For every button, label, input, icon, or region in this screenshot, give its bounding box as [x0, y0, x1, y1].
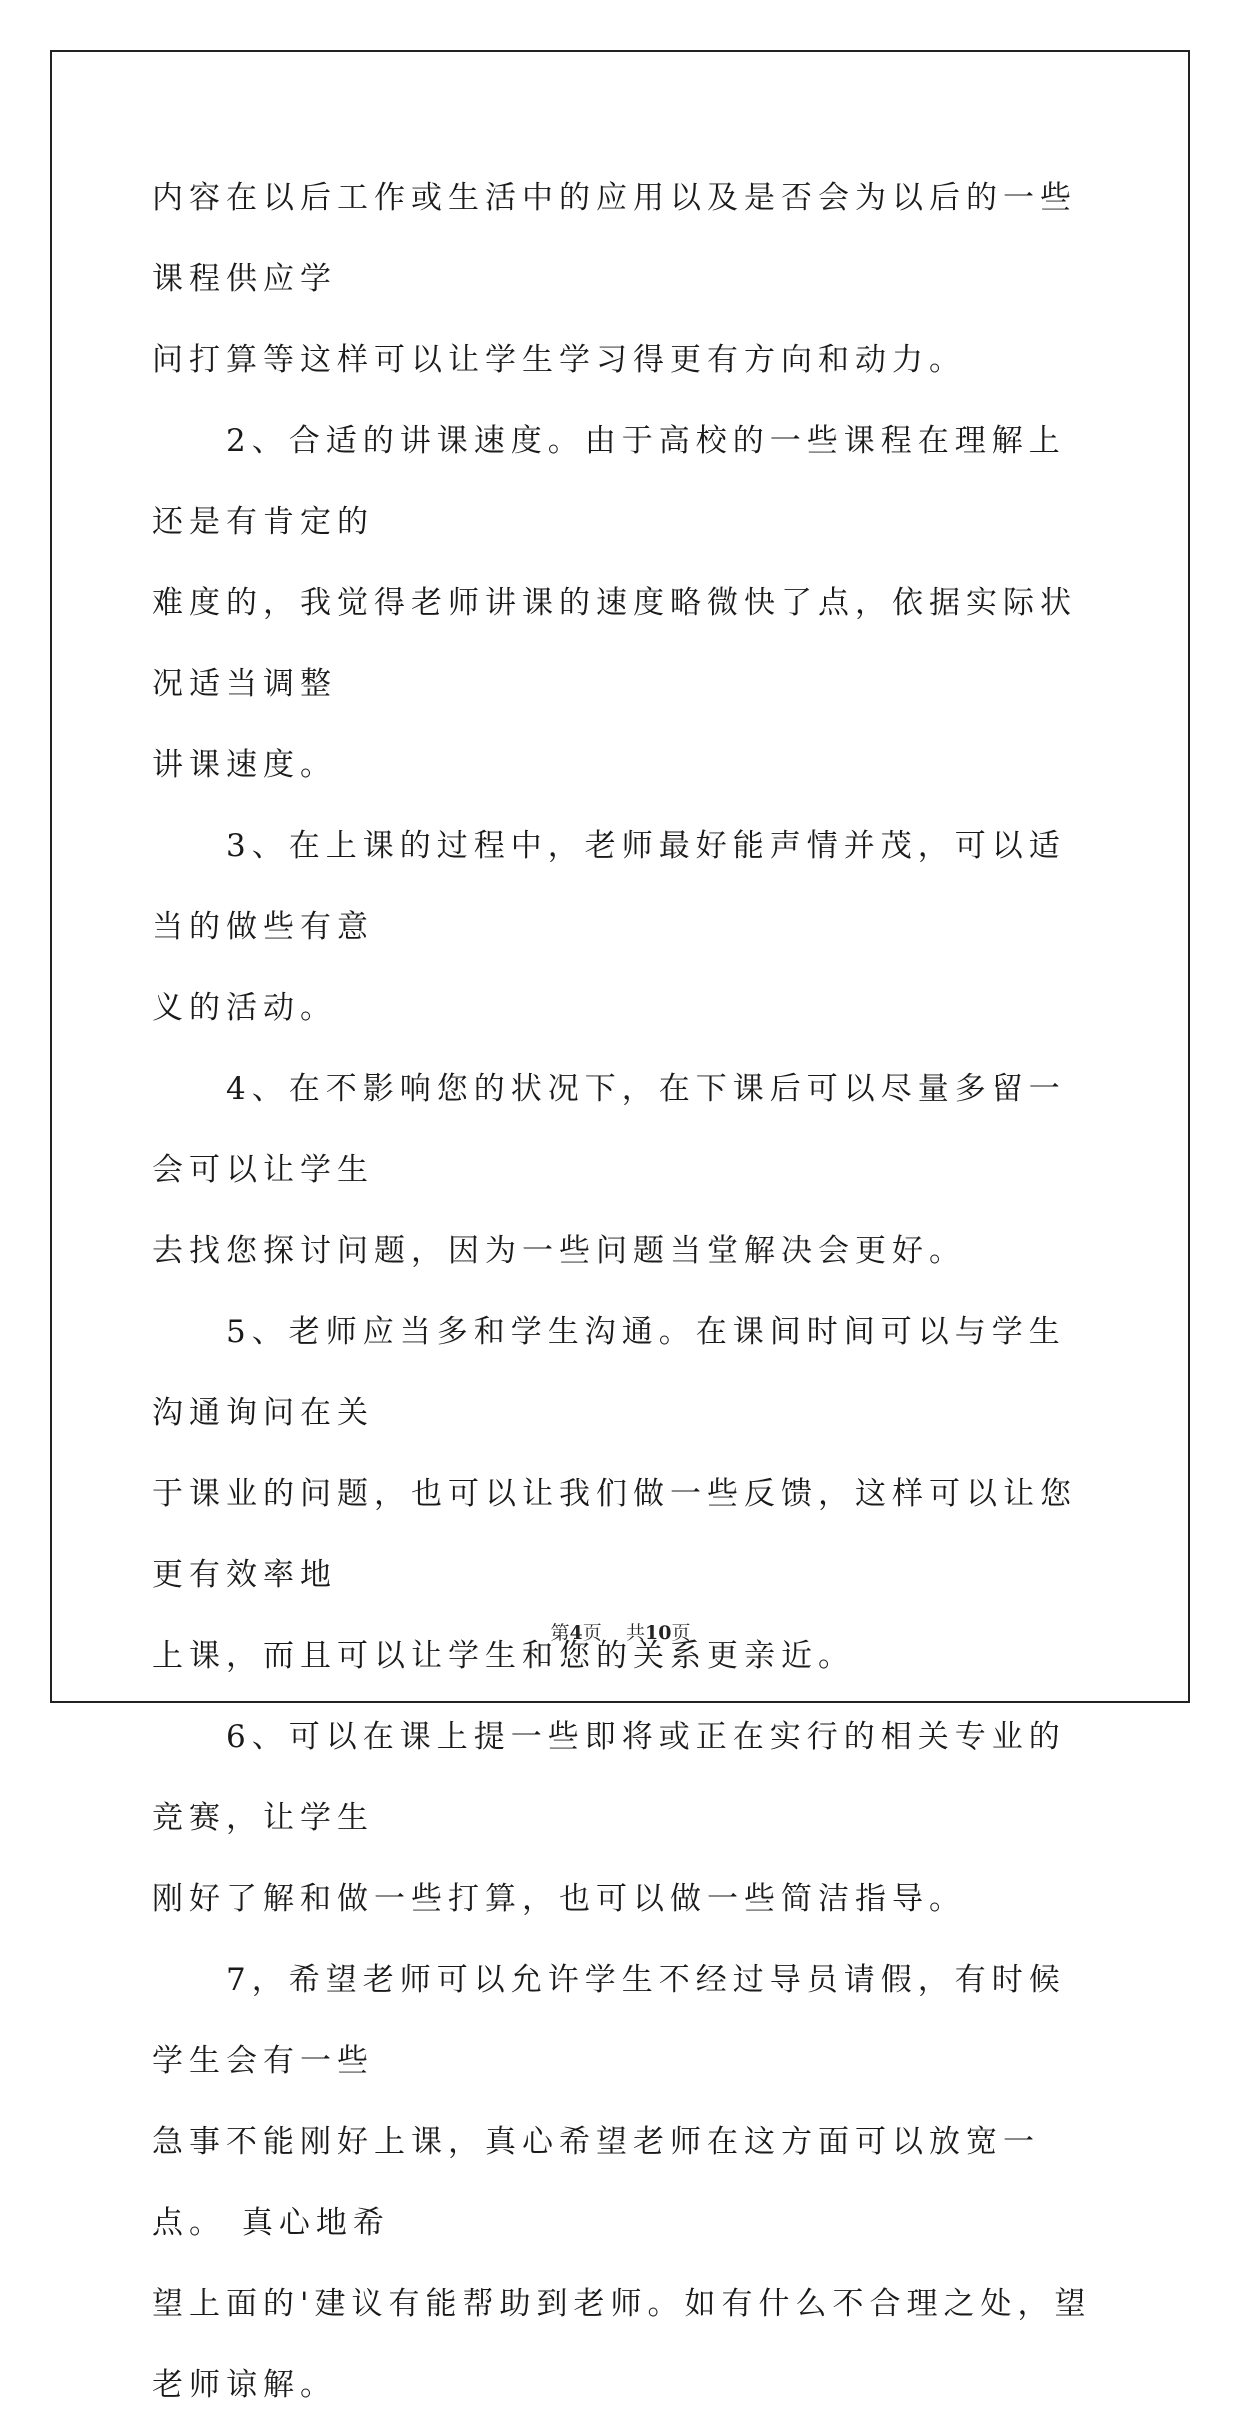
text-line: 急事不能刚好上课，真心希望老师在这方面可以放宽一点。 真心地希 [152, 2124, 1040, 2241]
text-line: 问打算等这样可以让学生学习得更有方向和动力。 [152, 342, 966, 378]
document-body [152, 158, 1092, 2426]
text-line: 上课，而且可以让学生和您的关系更亲近。 [152, 1638, 855, 1674]
text-line: 3、在上课的过程中，老师最好能声情并茂，可以适当的做些有意 [152, 828, 1066, 945]
page-number: 4 [569, 1622, 583, 1644]
text-line: 刚好了解和做一些打算，也可以做一些简洁指导。 [152, 1881, 966, 1917]
total-suffix: 页 [671, 1622, 691, 1644]
text-line: 义的活动。 [152, 990, 337, 1026]
text-line: 6、可以在课上提一些即将或正在实行的相关专业的竞赛，让学生 [152, 1719, 1066, 1836]
page-prefix: 第 [550, 1622, 570, 1644]
total-pages: 10 [644, 1622, 672, 1644]
text-line: 去找您探讨问题，因为一些问题当堂解决会更好。 [152, 1233, 966, 1269]
text-line: 4、在不影响您的状况下，在下课后可以尽量多留一会可以让学生 [152, 1071, 1066, 1188]
total-prefix: 共 [625, 1622, 645, 1644]
page-suffix: 页 [582, 1622, 602, 1644]
text-line: 7，希望老师可以允许学生不经过导员请假，有时候学生会有一些 [152, 1962, 1066, 2079]
text-line: 讲课速度。 [152, 747, 337, 783]
text-line: 内容在以后工作或生活中的应用以及是否会为以后的一些课程供应学 [152, 180, 1077, 297]
page-footer [0, 1618, 1241, 1645]
text-line: 2、合适的讲课速度。由于高校的一些课程在理解上还是有肯定的 [152, 423, 1066, 540]
text-line: 5、老师应当多和学生沟通。在课间时间可以与学生沟通询问在关 [152, 1314, 1066, 1431]
text-line: 于课业的问题，也可以让我们做一些反馈，这样可以让您更有效率地 [152, 1476, 1077, 1593]
text-line: 望上面的'建议有能帮助到老师。如有什么不合理之处，望老师谅解。 [152, 2286, 1092, 2403]
text-line: 难度的，我觉得老师讲课的速度略微快了点，依据实际状况适当调整 [152, 585, 1077, 702]
